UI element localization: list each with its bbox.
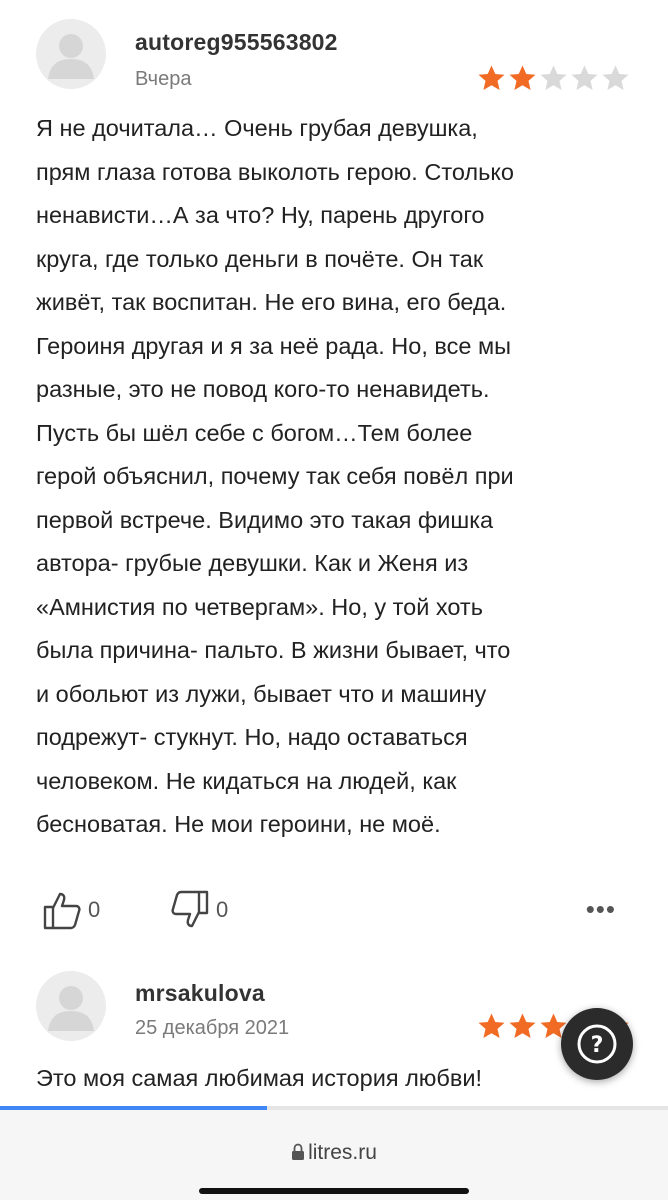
thumbs-up-icon	[40, 888, 84, 932]
browser-bottom-bar	[0, 1110, 668, 1200]
star-filled-icon	[477, 1012, 506, 1040]
lock-icon	[291, 1143, 305, 1161]
dislike-count: 0	[216, 897, 229, 922]
home-indicator[interactable]	[199, 1188, 469, 1194]
help-question-icon	[575, 1022, 619, 1066]
address-bar[interactable]	[0, 1141, 668, 1165]
review-username[interactable]: mrsakulova	[135, 980, 265, 1006]
star-filled-icon	[508, 1012, 537, 1040]
star-filled-icon	[477, 64, 506, 92]
thumbs-down-icon	[168, 888, 212, 932]
review-date: Вчера	[135, 68, 192, 90]
address-url: litres.ru	[308, 1141, 377, 1164]
star-filled-icon	[508, 64, 537, 92]
rating-stars	[477, 64, 630, 92]
help-button[interactable]	[561, 1008, 633, 1080]
more-options-button[interactable]: •••	[585, 894, 616, 924]
review-username[interactable]: autoreg955563802	[135, 29, 338, 55]
dislike-button[interactable]	[168, 888, 228, 932]
review-text: Это моя самая любимая история любви!	[36, 1065, 483, 1091]
user-avatar[interactable]	[36, 19, 106, 89]
star-empty-icon	[570, 64, 599, 92]
help-label: ?	[590, 1033, 604, 1058]
review-text: Я не дочитала… Очень грубая девушка, прям глаза готова выколоть герою. Столько ненависти…А за что? Ну, парень другого круга, где только деньги в почёте. Он так живёт, так воспитан. Не его вина, его беда. Героиня другая и я за неё рада. Но, все мы разные, это не повод кого-то ненавидеть. Пусть бы шёл себе с богом…Тем более герой объяснил, почему так себя повёл при первой встрече. Видимо это такая фишка автора- грубые девушки. Как и Женя из «Амнистия по четвергам». Но, у той хоть была причина- пальто. В жизни бывает, что и обольют из лужи, бывает что и машину подрежут- стукнут. Но, надо оставаться человеком. Не кидаться на людей, как бесноватая. Не мои героини, не моё.	[36, 115, 514, 837]
like-count: 0	[88, 897, 101, 922]
user-silhouette-icon	[36, 19, 106, 89]
user-avatar[interactable]	[36, 971, 106, 1041]
star-empty-icon	[539, 64, 568, 92]
like-button[interactable]	[40, 888, 100, 932]
review-date: 25 декабря 2021	[135, 1017, 290, 1039]
star-empty-icon	[601, 64, 630, 92]
user-silhouette-icon	[36, 971, 106, 1041]
